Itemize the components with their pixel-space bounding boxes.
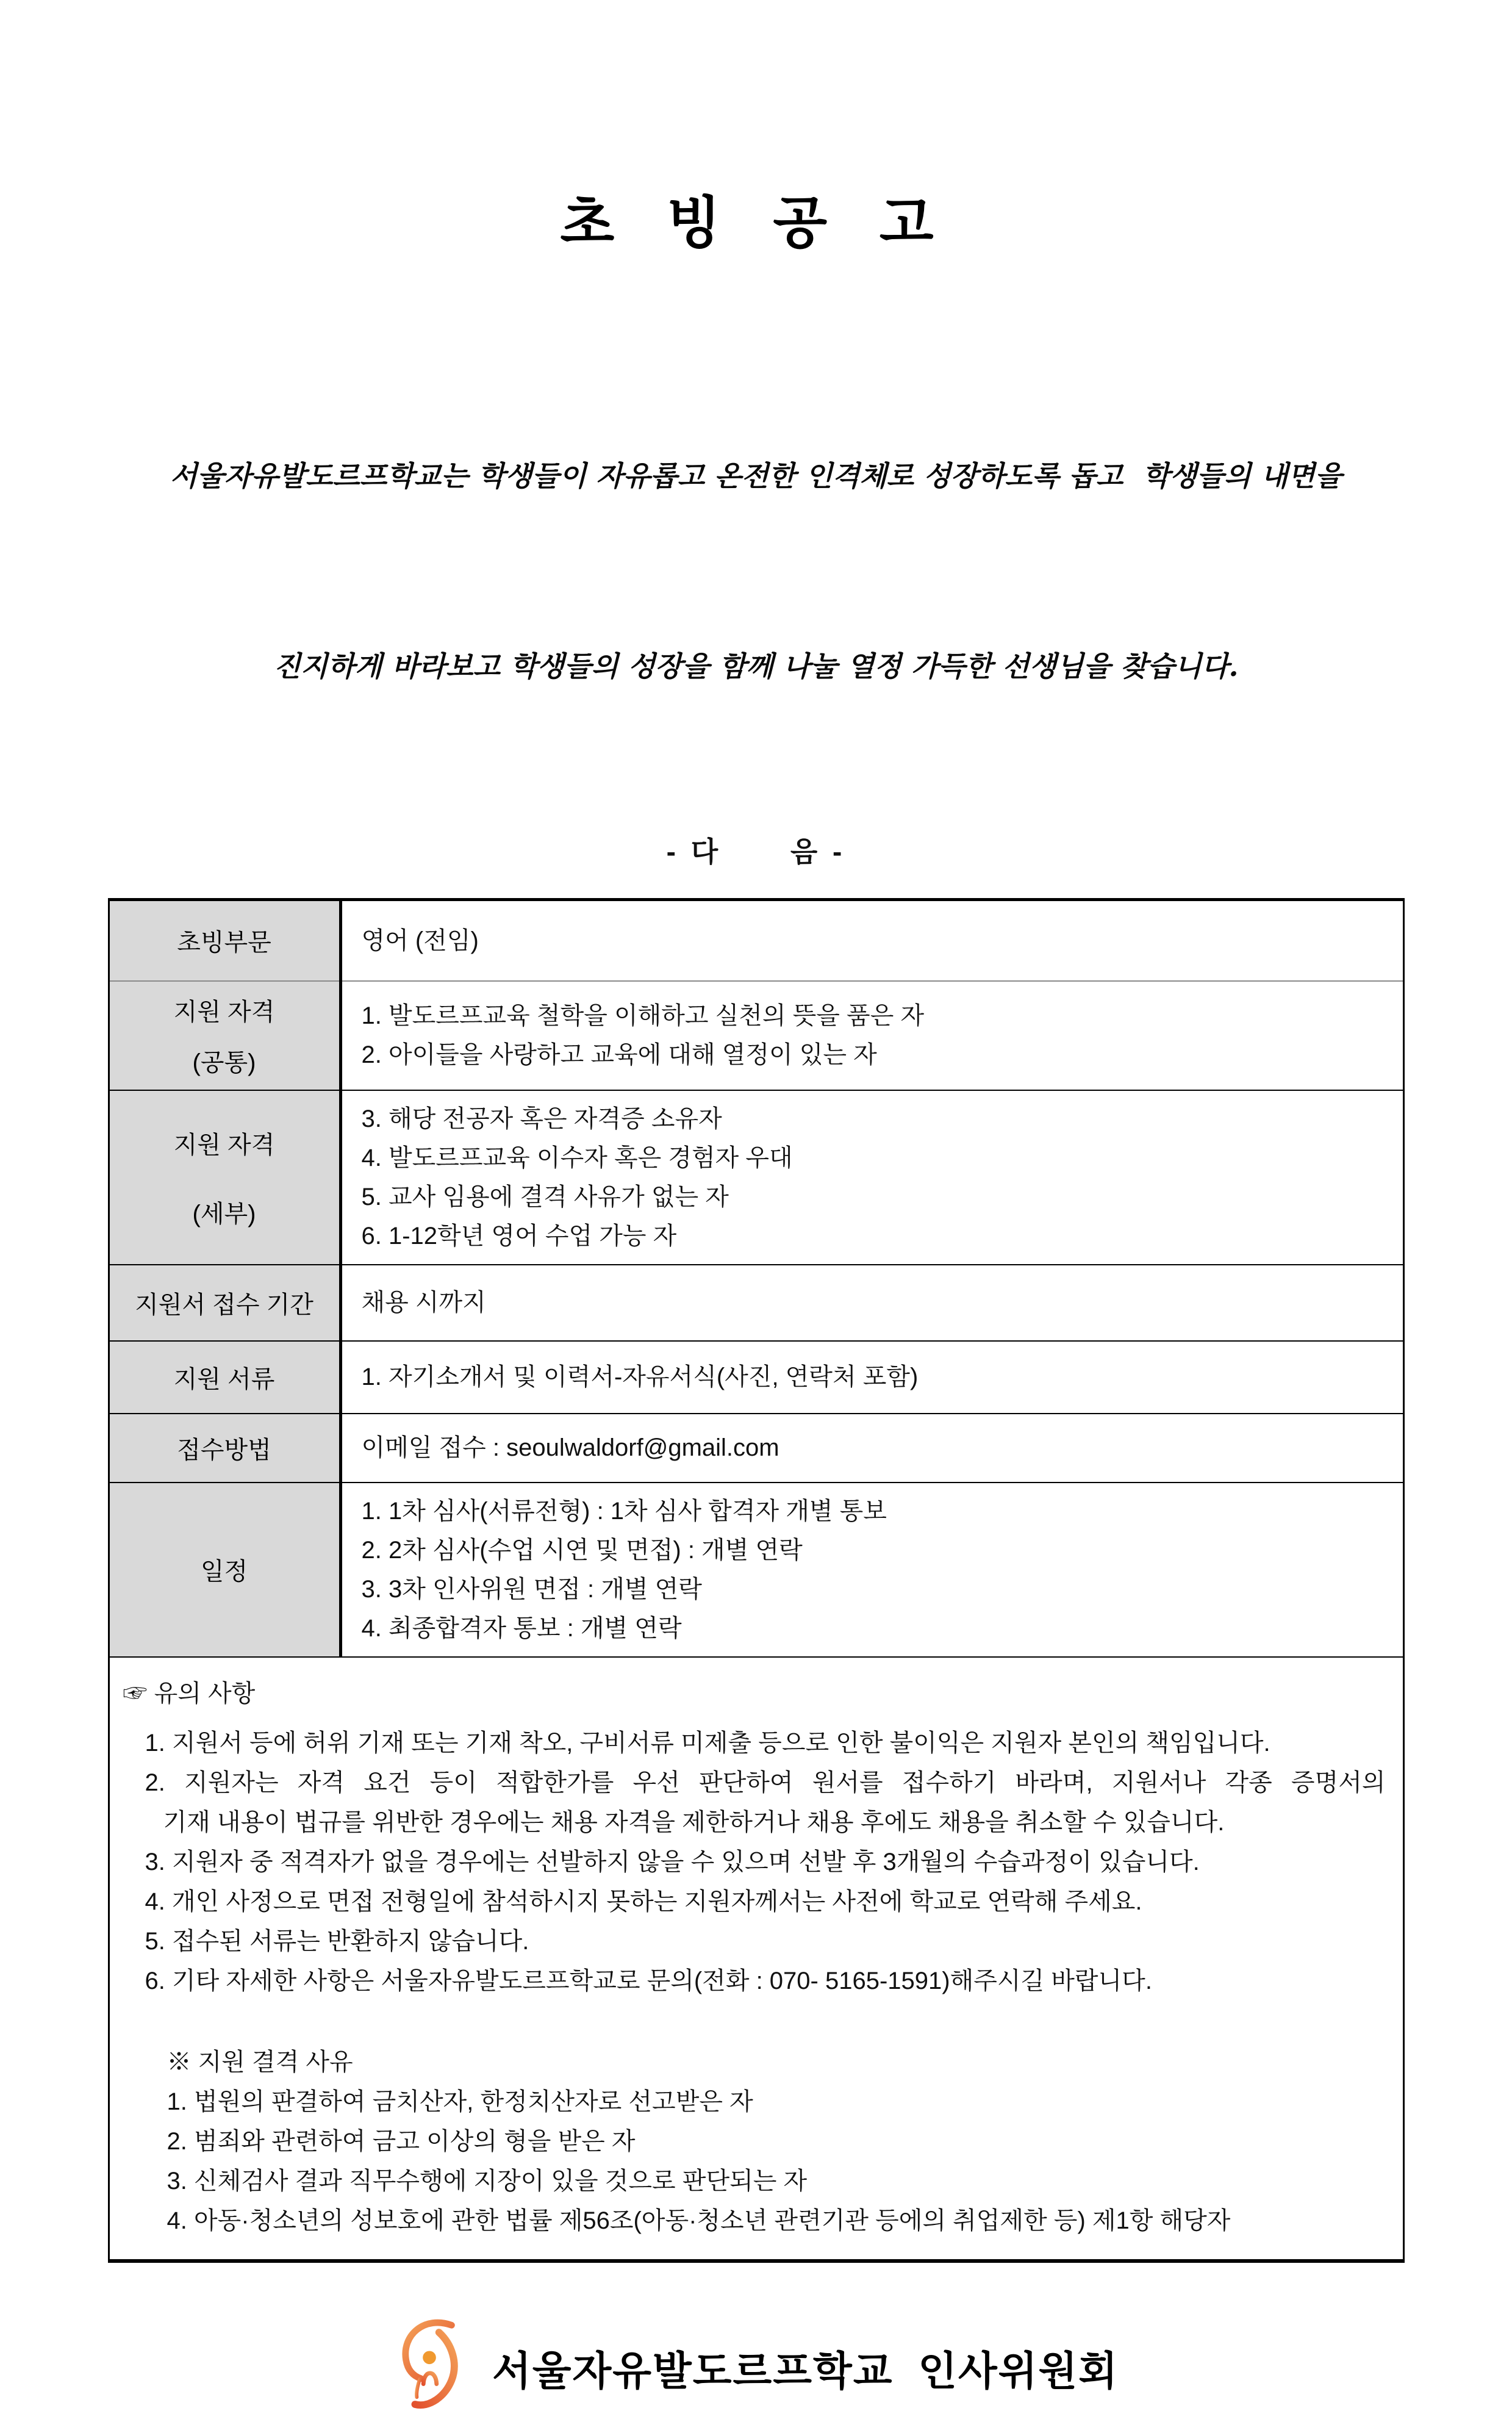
- row-label-qualification-detail: 지원 자격 (세부): [109, 1090, 340, 1265]
- disqualification-item: 4. 아동·청소년의 성보호에 관한 법률 제56조(아동·청소년 관련기관 등에의 취업제한 등) 제1항 해당자: [167, 2207, 1231, 2234]
- logo-figure-arm: [417, 2379, 420, 2397]
- row-label-position: 초빙부문: [109, 900, 340, 981]
- logo-figure-legs: [423, 2373, 437, 2384]
- table-row-submission-method: [109, 1414, 1403, 1483]
- note-item: 4. 개인 사정으로 면접 전형일에 참석하시지 못하는 지원자께서는 사전에 학교로 연락해 주세요.: [145, 1888, 1142, 1915]
- row-value-documents: [340, 1341, 1403, 1414]
- value-line: 1. 1차 심사(서류전형) : 1차 심사 합격자 개별 통보: [361, 1497, 887, 1525]
- value-line: 1. 자기소개서 및 이력서-자유서식(사진, 연락처 포함): [361, 1364, 919, 1390]
- note-item: 5. 접수된 서류는 반환하지 않습니다.: [145, 1927, 529, 1955]
- footer-signature: [0, 2317, 1512, 2419]
- committee-name: 서울자유발도르프학교 인사위원회: [492, 2348, 1119, 2393]
- note-item: 3. 지원자 중 적격자가 없을 경우에는 선발하지 않을 수 있으며 선발 후 3개월의 수습과정이 있습니다.: [145, 1848, 1200, 1875]
- table-row-qualification-common: [109, 981, 1403, 1090]
- pointing-hand-icon: ☞: [123, 1680, 148, 1707]
- table-row-notes: [109, 1657, 1403, 2261]
- table-row-position: [109, 900, 1403, 981]
- value-line: 3. 해당 전공자 혹은 자격증 소유자: [361, 1105, 722, 1132]
- disqualification-item: 1. 법원의 판결하여 금치산자, 한정치산자로 선고받은 자: [167, 2088, 753, 2115]
- row-value-qualification-common: [340, 981, 1403, 1090]
- notes-heading-label: 유의 사항: [154, 1680, 256, 1707]
- note-item: 1. 지원서 등에 허위 기재 또는 기재 착오, 구비서류 미제출 등으로 인한 불이익은 지원자 본인의 책임입니다.: [145, 1729, 1270, 1756]
- value-line: 2. 2차 심사(수업 시연 및 면접) : 개별 연락: [361, 1536, 803, 1564]
- table-row-schedule: [109, 1483, 1403, 1657]
- row-value-position: [340, 900, 1403, 981]
- submission-email-text: 이메일 접수 : seoulwaldorf@gmail.com: [361, 1434, 779, 1461]
- notes-section: [109, 1657, 1403, 2261]
- notes-heading: [123, 1673, 1387, 1714]
- row-label-submission-method: 접수방법: [109, 1414, 340, 1483]
- note-item: 2. 지원자는 자격 요건 등이 적합한가를 우선 판단하여 원서를 접수하기 바라며, 지원서나 각종 증명서의: [145, 1769, 1386, 1796]
- following-divider-label: - 다 음 -: [666, 836, 846, 868]
- logo-lower-swirl: [415, 2332, 454, 2404]
- recruitment-table: [108, 898, 1405, 2263]
- row-label-qualification-common: 지원 자격 (공통): [109, 981, 340, 1090]
- page-title: 초 빙 공 고: [560, 192, 952, 254]
- disqualification-item: 2. 범죄와 관련하여 금고 이상의 형을 받은 자: [167, 2127, 636, 2155]
- row-label-application-period: 지원서 접수 기간: [109, 1265, 340, 1341]
- disqualification-section: [123, 2043, 1387, 2241]
- table-row-qualification-detail: [109, 1090, 1403, 1265]
- row-value-submission-method: [340, 1414, 1403, 1483]
- logo-upper-swirl: [406, 2323, 452, 2379]
- row-label-schedule: 일정: [109, 1483, 340, 1657]
- note-item-continuation: 기재 내용이 법규를 위반한 경우에는 채용 자격을 제한하거나 채용 후에도 채용을 취소할 수 있습니다.: [163, 1808, 1225, 1836]
- table-row-application-period: [109, 1265, 1403, 1341]
- value-line: 4. 최종합격자 통보 : 개별 연락: [361, 1614, 682, 1642]
- row-value-qualification-detail: [340, 1090, 1403, 1265]
- value-line: 채용 시까지: [361, 1289, 486, 1316]
- note-item: 6. 기타 자세한 사항은 서울자유발도르프학교로 문의(전화 : 070- 5165-1591)해주시길 바랍니다.: [145, 1967, 1152, 1994]
- value-line: 1. 발도르프교육 철학을 이해하고 실천의 뜻을 품은 자: [361, 1002, 925, 1029]
- row-value-schedule: [340, 1483, 1403, 1657]
- disqualification-heading: ※ 지원 결격 사유: [167, 2048, 353, 2076]
- value-line: 4. 발도르프교육 이수자 혹은 경험자 우대: [361, 1144, 793, 1171]
- value-line: 2. 아이들을 사랑하고 교육에 대해 열정이 있는 자: [361, 1041, 877, 1068]
- logo-figure-head: [423, 2351, 436, 2364]
- value-line: 5. 교사 임용에 결격 사유가 없는 자: [361, 1183, 729, 1210]
- disqualification-item: 3. 신체검사 결과 직무수행에 지장이 있을 것으로 판단되는 자: [167, 2167, 808, 2194]
- row-label-documents: 지원 서류: [109, 1341, 340, 1414]
- value-line: 6. 1-12학년 영어 수업 가능 자: [361, 1222, 677, 1249]
- intro-line-1: 서울자유발도르프학교는 학생들이 자유롭고 온전한 인격체로 성장하도록 돕고 학생들의 내면을: [170, 459, 1342, 492]
- row-value-application-period: [340, 1265, 1403, 1341]
- intro-line-2: 진지하게 바라보고 학생들의 성장을 함께 나눌 열정 가득한 선생님을 찾습니다.: [273, 650, 1239, 683]
- value-line: 영어 (전임): [361, 927, 479, 954]
- table-row-documents: [109, 1341, 1403, 1414]
- value-line: 3. 3차 인사위원 면접 : 개별 연락: [361, 1575, 702, 1603]
- waldorf-school-logo: [393, 2317, 465, 2419]
- intro-paragraph: [0, 317, 1512, 825]
